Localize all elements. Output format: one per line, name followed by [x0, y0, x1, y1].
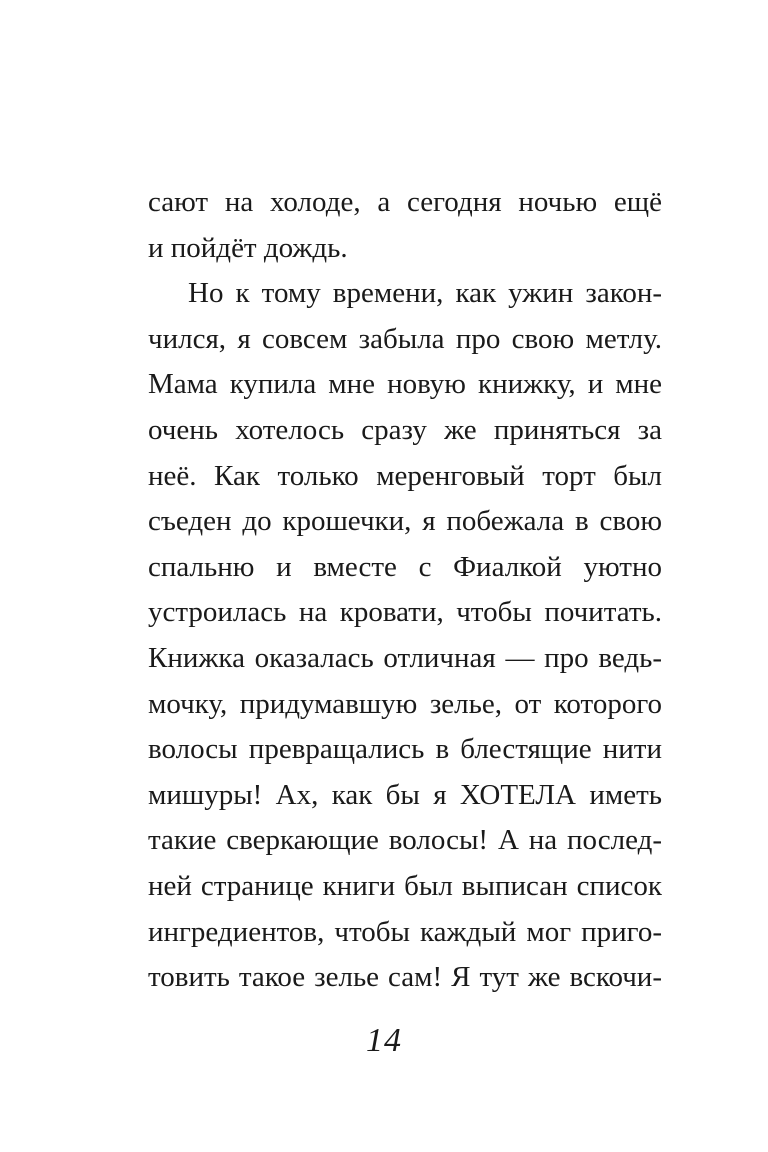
text-line: неё. Как только меренговый торт был [148, 459, 662, 492]
text-line: и пойдёт дождь. [148, 231, 348, 264]
text-line: спальню и вместе с Фиалкой уютно [148, 550, 662, 583]
text-line: такие сверкающие волосы! А на послед- [148, 824, 662, 857]
text-line: мочку, придумавшую зелье, от которого [148, 687, 662, 720]
text-line: съеден до крошечки, я побежала в свою [148, 505, 662, 538]
body-text [148, 180, 662, 1001]
text-line: мишуры! Ах, как бы я ХОТЕЛА иметь [148, 778, 662, 811]
text-line: устроилась на кровати, чтобы почитать. [148, 596, 662, 629]
text-line: товить такое зелье сам! Я тут же вскочи- [148, 961, 662, 994]
text-line: Мама купила мне новую книжку, и мне [148, 368, 662, 401]
text-line: ней странице книги был выписан список [148, 869, 662, 902]
text-line: сают на холоде, а сегодня ночью ещё [148, 186, 662, 218]
page-number: 14 [366, 1022, 402, 1059]
text-line: Книжка оказалась отличная — про ведь- [148, 641, 662, 674]
text-line: ингредиентов, чтобы каждый мог приго- [148, 915, 662, 948]
text-line: волосы превращались в блестящие нити [148, 733, 662, 766]
text-line: очень хотелось сразу же приняться за [148, 413, 662, 446]
text-line: чился, я совсем забыла про свою метлу. [148, 322, 662, 355]
text-line: Но к тому времени, как ужин закон- [188, 277, 662, 310]
